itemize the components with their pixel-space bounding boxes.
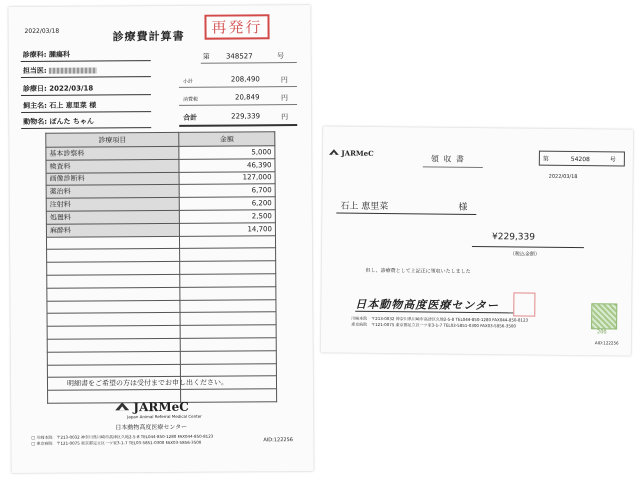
receipt [321, 126, 633, 355]
bill-logo-sub: Japan Animal Referral Medical Center [127, 413, 202, 420]
receipt-honorific: 様 [458, 202, 468, 213]
visit-row [23, 83, 93, 93]
item-amount: 14,700 [179, 222, 275, 235]
total-yen: 円 [281, 113, 289, 122]
receipt-number: 54208 [570, 155, 590, 164]
receipt-payer-underline [336, 213, 476, 215]
receipt-statement: 但し、診療費として上記正に領収いたしました [365, 267, 471, 275]
dept-row [23, 50, 70, 60]
statement-number-row [203, 51, 284, 62]
receipt-title-underline [423, 166, 483, 168]
header-item: 診療項目 [46, 132, 179, 147]
dept-label: 診療科: [22, 50, 47, 59]
receipt-logo-mark-icon [329, 148, 339, 155]
receipt-footer-line2: 東京病院 〒121-0075 東京都足立区一ツ家3-1-7 TEL03-5851-0300 FAX03-5856-3500 [351, 321, 517, 329]
animal-underline [21, 127, 151, 129]
receipt-footer-line1: 川崎本院 〒213-0032 神奈川県川崎市高津区久地2-5-8 TEL044-850-1280 FAX044-850-8123 [351, 315, 529, 323]
owner-value: 石上 恵里菜 様 [49, 101, 97, 110]
fee-items-table [45, 131, 277, 404]
tax-underline [179, 104, 297, 106]
tax-label: 消費税 [183, 96, 199, 103]
visit-value: 2022/03/18 [49, 84, 94, 93]
item-label: 基本診察料 [46, 146, 179, 160]
doctor-underline [21, 76, 151, 78]
owner-underline [21, 111, 151, 113]
subtotal-yen: 円 [280, 76, 288, 85]
receipt-issuer: 日本動物高度医療センター [355, 297, 499, 313]
subtotal-underline [179, 86, 297, 88]
item-label: 注射料 [46, 198, 179, 212]
item-label: 画像診断料 [46, 172, 179, 186]
receipt-aid: AID:122256 [594, 340, 619, 346]
bill-center-name: 日本動物高度医療センター [115, 423, 188, 432]
total-underline [179, 124, 297, 127]
number-prefix: 第 [202, 52, 210, 61]
subtotal-label: 小計 [182, 78, 193, 85]
medical-fee-statement [8, 5, 313, 473]
bill-logo [115, 400, 189, 415]
receipt-logo [329, 148, 374, 157]
receipt-payer: 石上 恵里菜 [340, 201, 389, 213]
animal-row [23, 116, 94, 126]
item-label: 麻酔料 [46, 223, 179, 237]
item-amount: 6,200 [179, 197, 275, 210]
item-amount: 6,700 [179, 184, 275, 197]
receipt-date: 2022/03/18 [548, 173, 578, 181]
statement-title: 診療費計算書 [112, 29, 185, 44]
item-label: 検査料 [46, 159, 179, 173]
receipt-amount-underline [472, 246, 584, 248]
item-amount: 127,000 [179, 171, 275, 184]
receipt-logo-text: JARMeC [341, 148, 374, 158]
number-underline [201, 62, 297, 64]
statement-note: 明細書をご希望の方は受付までお申し出ください。 [66, 378, 229, 388]
item-label: 処置料 [46, 210, 179, 224]
visit-underline [21, 94, 151, 96]
total-value: 229,339 [231, 112, 261, 121]
receipt-number-prefix: 第 [542, 155, 549, 163]
bill-footer-line1: □ 川崎本院 〒213-0032 神奈川県川崎市高津区久地2-5-8 TEL044-850-1280 FAX044-850-8123 [31, 433, 214, 440]
company-seal-stamp [513, 292, 535, 316]
item-amount: 5,000 [179, 146, 275, 159]
visit-label: 診療日: [22, 84, 47, 93]
receipt-tax-note: （税込金額） [509, 251, 540, 258]
receipt-title: 領 収 書 [430, 154, 465, 164]
revenue-stamp-value: 200 [597, 329, 607, 336]
item-label: 薬治料 [46, 185, 179, 199]
subtotal-value: 208,490 [230, 75, 260, 84]
item-amount: 2,500 [179, 210, 275, 223]
header-amount: 金額 [179, 132, 275, 147]
doctor-label: 担当医: [22, 66, 47, 75]
statement-date: 2022/03/18 [24, 27, 60, 35]
bill-logo-text: JARMeC [133, 399, 189, 415]
dept-underline [21, 60, 151, 62]
receipt-amount: ¥229,339 [491, 232, 536, 243]
statement-number: 348527 [225, 52, 253, 61]
item-amount: 46,390 [179, 158, 275, 171]
doctor-name-redacted [49, 67, 97, 73]
logo-mark-icon [115, 401, 129, 411]
doctor-row [23, 65, 97, 76]
reissue-stamp: 再発行 [204, 14, 269, 39]
receipt-number-suffix: 号 [609, 156, 616, 164]
owner-label: 飼主名: [23, 101, 47, 110]
animal-label: 動物名: [23, 117, 48, 126]
bill-aid: AID:122256 [263, 437, 293, 444]
receipt-number-row [543, 154, 616, 164]
number-suffix: 号 [276, 52, 284, 61]
tax-yen: 円 [280, 94, 289, 103]
total-label: 合計 [183, 113, 198, 122]
dept-value: 腫瘍科 [48, 50, 70, 59]
revenue-stamp [591, 303, 617, 329]
owner-row [23, 100, 96, 111]
bill-footer-line2: □ 東京病院 〒121-0075 東京都足立区一ツ家3-1-7 TEL03-5851-0300 FAX03-5856-3500 [31, 439, 202, 446]
animal-value: ぽんた ちゃん [49, 117, 94, 126]
tax-value: 20,849 [234, 93, 260, 102]
